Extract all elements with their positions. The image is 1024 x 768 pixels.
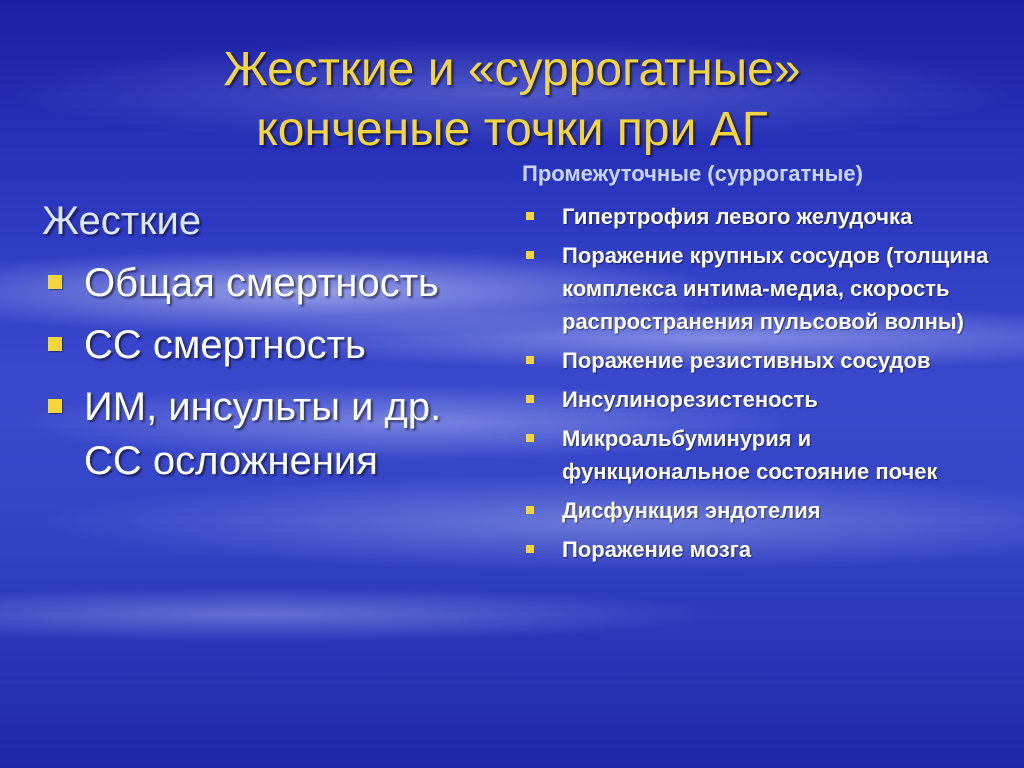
left-list-item bbox=[42, 318, 442, 372]
left-list-item bbox=[42, 256, 442, 310]
left-heading: Жесткие bbox=[42, 199, 202, 243]
right-list-item-text: Дисфункция эндотелия bbox=[562, 498, 821, 523]
square-bullet-icon bbox=[526, 212, 534, 220]
square-bullet-icon bbox=[526, 506, 534, 514]
square-bullet-icon bbox=[526, 434, 534, 442]
right-list-item-text: Инсулинорезистеность bbox=[562, 387, 818, 412]
slide-title bbox=[0, 40, 1024, 160]
right-list-item bbox=[522, 422, 992, 488]
square-bullet-icon bbox=[48, 337, 62, 351]
square-bullet-icon bbox=[48, 399, 62, 413]
left-list-item-text: Общая смертность bbox=[84, 261, 439, 305]
right-list-item-text: Поражение резистивных сосудов bbox=[562, 348, 931, 373]
right-list-item bbox=[522, 383, 992, 416]
right-heading: Промежуточные (суррогатные) bbox=[522, 161, 863, 186]
left-list-item-text: СС смертность bbox=[84, 323, 366, 367]
square-bullet-icon bbox=[526, 356, 534, 364]
right-list-item bbox=[522, 344, 992, 377]
right-list-item-text: Поражение крупных сосудов (толщина комплекса интима-медиа, скорость распространения пульсовой волны) bbox=[562, 243, 989, 334]
right-list bbox=[522, 200, 992, 566]
square-bullet-icon bbox=[526, 395, 534, 403]
right-list-item bbox=[522, 200, 992, 233]
right-list-item-text: Гипертрофия левого желудочка bbox=[562, 204, 913, 229]
right-list-item bbox=[522, 533, 992, 566]
left-list bbox=[42, 256, 442, 488]
left-list-item bbox=[42, 380, 442, 488]
right-list-item bbox=[522, 494, 992, 527]
square-bullet-icon bbox=[526, 545, 534, 553]
square-bullet-icon bbox=[526, 251, 534, 259]
right-list-item bbox=[522, 239, 992, 338]
right-list-item-text: Поражение мозга bbox=[562, 537, 752, 562]
right-column bbox=[522, 200, 992, 572]
square-bullet-icon bbox=[48, 275, 62, 289]
right-list-item-text: Микроальбуминурия и функциональное состояние почек bbox=[562, 426, 938, 484]
left-list-item-text: ИМ, инсульты и др. СС осложнения bbox=[84, 385, 442, 483]
slide-title-line-1: Жесткие и «суррогатные» bbox=[223, 43, 801, 96]
slide-title-line-2: конченые точки при АГ bbox=[256, 103, 768, 156]
left-column bbox=[42, 196, 442, 496]
